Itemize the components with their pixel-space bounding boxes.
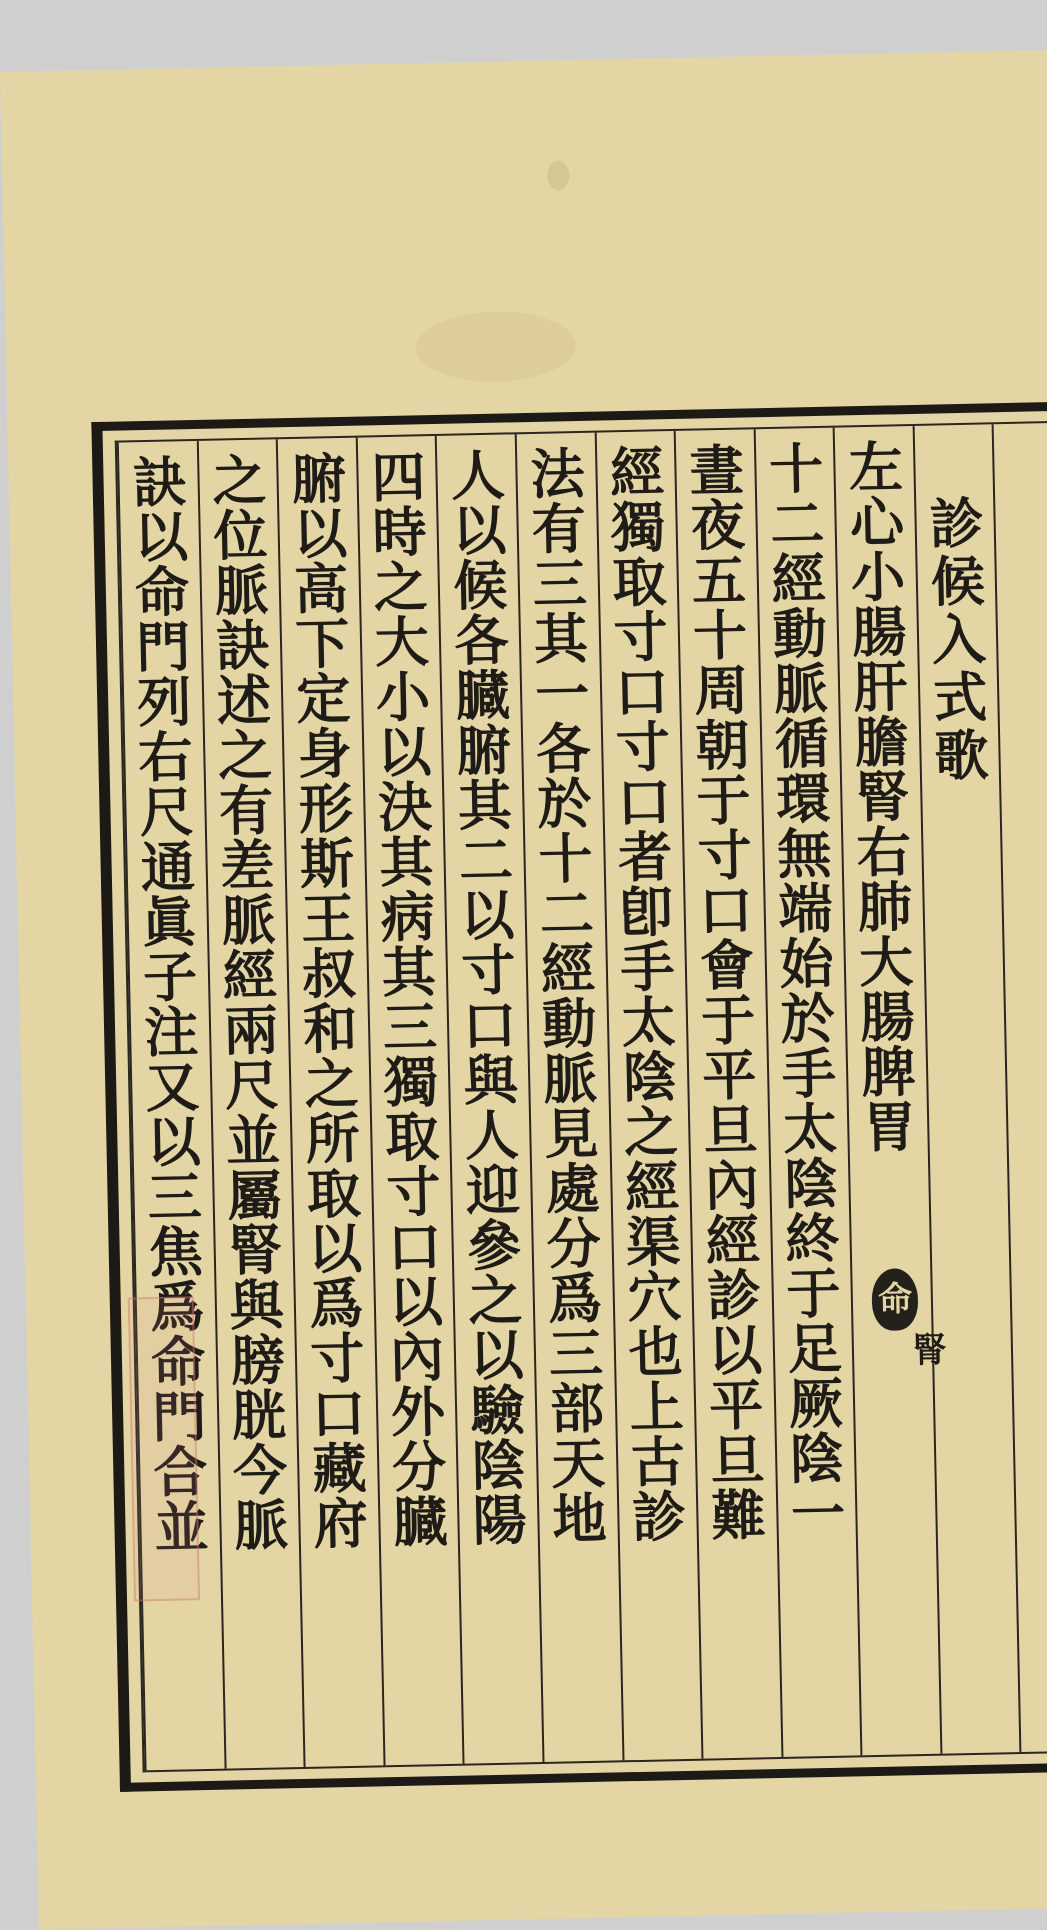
text-columns <box>117 423 1047 1771</box>
column-text: 腑以高下定身形斯王叔和之所取以爲寸口藏府 <box>282 449 370 1551</box>
small-annotation: 腎 <box>905 1331 947 1367</box>
printed-frame <box>91 402 1047 1792</box>
paper-stain <box>415 310 576 383</box>
book-page <box>0 50 1047 1930</box>
column-text: 經獨取寸口寸口者卽手太陰之經渠穴也上古診 <box>601 443 689 1545</box>
column-text: 法有三其一各於十二經動脈見處分爲三部天地 <box>521 444 609 1546</box>
faded-seal-stamp <box>128 1296 200 1601</box>
column-grid <box>115 421 1047 1773</box>
column-text: 四時之大小以決其病其三獨取寸口以內外分臓 <box>362 448 450 1550</box>
column-text: 十二經動脈循環無端始於手太陰終于足厥陰一 <box>760 439 848 1541</box>
column-text: 人以候各臓腑其二以寸口與人迎參之以驗陰陽 <box>441 446 529 1548</box>
column-text: 之位脈訣述之有差脈經兩尺並屬腎與膀胱今脈 <box>203 451 291 1553</box>
circled-character: 命 <box>872 1268 919 1331</box>
paper-stain <box>547 160 570 190</box>
column-text: 晝夜五十周朝于寸口會于平旦內經診以平旦難 <box>680 441 768 1543</box>
column-text: 訣以命門列右尺通眞子注又以三焦爲命門合並 <box>123 453 211 1555</box>
column-text: 左心小腸肝膽腎右肺大腸脾胃 <box>839 438 919 1155</box>
section-title: 診候入式歌 <box>920 494 991 786</box>
